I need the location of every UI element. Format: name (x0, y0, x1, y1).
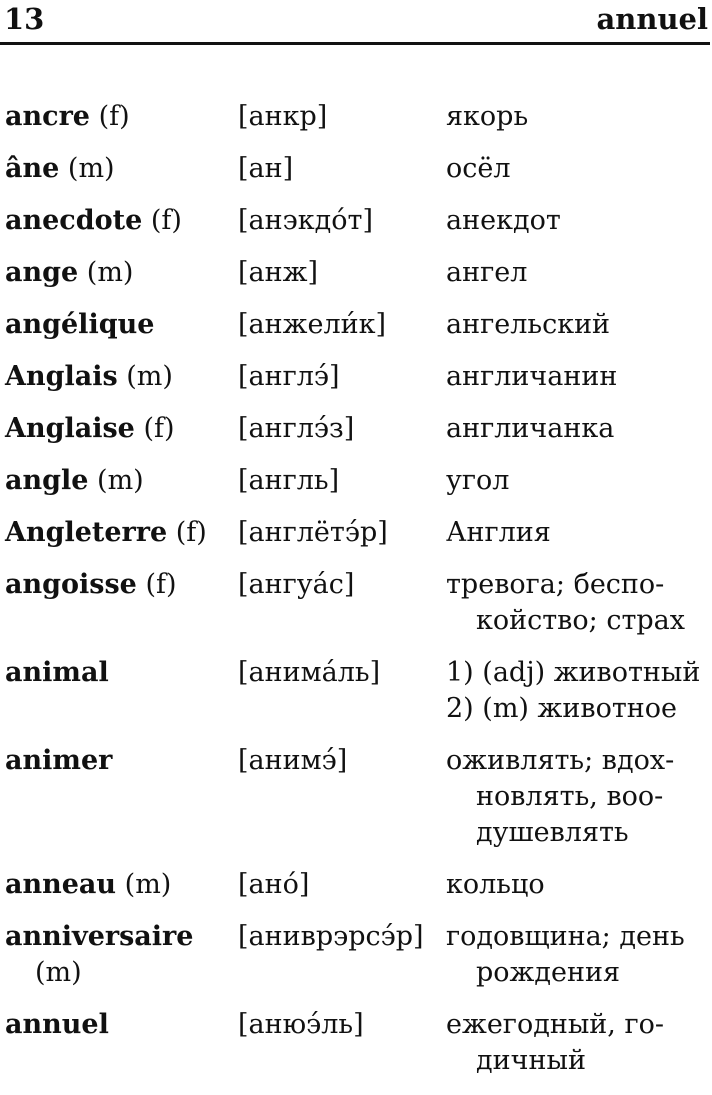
french-word-cell (5, 307, 230, 343)
gender-label: (m) (124, 869, 172, 900)
pronunciation: [англь] (238, 465, 340, 496)
translation (446, 655, 700, 727)
french-word-cell (5, 919, 230, 991)
translation (446, 151, 511, 187)
translation (446, 743, 674, 851)
entry-row (0, 655, 712, 743)
translation-line: Англия (446, 517, 551, 548)
dictionary-entries (0, 99, 712, 1095)
french-word-cell (5, 411, 230, 447)
french-word-cell (5, 463, 230, 499)
translation (446, 463, 509, 499)
french-word-cell (5, 567, 230, 603)
translation-line: 1) (adj) животный (446, 657, 701, 688)
translation-line: ежегодный, го- (446, 1009, 664, 1040)
pronunciation: [аниврэрсэ́р] (238, 921, 424, 952)
pronunciation: [анж] (238, 257, 318, 288)
entry-row (0, 307, 712, 359)
french-word-cell (5, 151, 230, 187)
entry-row (0, 463, 712, 515)
pronunciation: [англэ́] (238, 361, 340, 392)
gender-label: (m) (97, 465, 144, 496)
translation-line: 2) (m) животное (446, 693, 678, 724)
gender-label: (f) (145, 569, 177, 600)
headword: ange (5, 257, 79, 288)
entry-row (0, 1007, 712, 1095)
page-header (0, 0, 712, 44)
translation (446, 255, 527, 291)
translation (446, 359, 617, 395)
headword: ancre (5, 101, 90, 132)
gender-label: (m) (86, 257, 134, 288)
gender-label: (f) (143, 413, 175, 444)
translation-line: анекдот (446, 205, 561, 236)
french-word-cell (5, 655, 230, 691)
entry-row (0, 743, 712, 867)
entry-row (0, 255, 712, 307)
translation-line: кольцо (446, 869, 545, 900)
headword: animal (5, 657, 109, 688)
entry-row (0, 203, 712, 255)
pronunciation: [англэ́з] (238, 413, 355, 444)
pronunciation: [англётэ́р] (238, 517, 388, 548)
translation-line: якорь (446, 101, 529, 132)
translation-line: рождения (476, 957, 621, 988)
translation-line: тревога; беспо- (446, 569, 665, 600)
entry-row (0, 567, 712, 655)
headword: angoisse (5, 569, 137, 600)
headword: Angleterre (5, 517, 168, 548)
french-word-cell (5, 99, 230, 135)
gender-label: (m) (126, 361, 173, 392)
french-word-cell (5, 255, 230, 291)
headword: Anglais (5, 361, 118, 392)
entry-row (0, 359, 712, 411)
french-word-cell (5, 515, 230, 551)
pronunciation: [анимэ́] (238, 745, 348, 776)
translation-line: угол (446, 465, 510, 496)
gender-label: (f) (150, 205, 182, 236)
french-word-cell (5, 867, 230, 903)
french-word-cell (5, 743, 230, 779)
pronunciation: [анюэ́ль] (238, 1009, 364, 1040)
translation-line: ангел (446, 257, 528, 288)
translation (446, 307, 610, 343)
entry-row (0, 99, 712, 151)
gender-label: (m) (35, 957, 82, 988)
pronunciation: [анкр] (238, 101, 328, 132)
running-head: annuel (596, 2, 708, 36)
pronunciation: [анэкдóт] (238, 205, 373, 236)
pronunciation: [ангуа́с] (238, 569, 355, 600)
headword: âne (5, 153, 60, 184)
entry-row (0, 919, 712, 1007)
headword: annuel (5, 1009, 109, 1040)
entry-row (0, 867, 712, 919)
translation-line: годовщина; день (446, 921, 685, 952)
french-word-cell (5, 1007, 230, 1043)
translation (446, 867, 545, 903)
pronunciation: [анима́ль] (238, 657, 381, 688)
translation-line: англичанин (446, 361, 618, 392)
entry-row (0, 515, 712, 567)
translation (446, 567, 685, 639)
translation-line: душевлять (476, 817, 629, 848)
pronunciation: [ан] (238, 153, 294, 184)
translation-line: койство; страх (476, 605, 685, 636)
gender-label: (f) (175, 517, 207, 548)
translation (446, 99, 528, 135)
french-word-cell (5, 359, 230, 395)
translation (446, 1007, 664, 1079)
headword: anneau (5, 869, 117, 900)
translation-line: англичанка (446, 413, 615, 444)
pronunciation: [анó] (238, 869, 310, 900)
french-word-cell (5, 203, 230, 239)
page-number: 13 (4, 2, 45, 36)
translation-line: осёл (446, 153, 511, 184)
gender-label: (f) (98, 101, 130, 132)
pronunciation: [анжели́к] (238, 309, 386, 340)
headword: anniversaire (5, 921, 194, 952)
translation-line: оживлять; вдох- (446, 745, 675, 776)
headword: animer (5, 745, 113, 776)
gender-label: (m) (67, 153, 115, 184)
translation (446, 515, 551, 551)
header-rule (0, 42, 710, 45)
translation-line: ангельский (446, 309, 611, 340)
translation (446, 919, 685, 991)
translation (446, 411, 614, 447)
entry-row (0, 151, 712, 203)
headword: Anglaise (5, 413, 135, 444)
entry-row (0, 411, 712, 463)
headword: angle (5, 465, 89, 496)
translation (446, 203, 561, 239)
translation-line: новлять, воо- (476, 781, 664, 812)
headword: anecdote (5, 205, 143, 236)
headword: angélique (5, 309, 155, 340)
translation-line: дичный (476, 1045, 586, 1076)
